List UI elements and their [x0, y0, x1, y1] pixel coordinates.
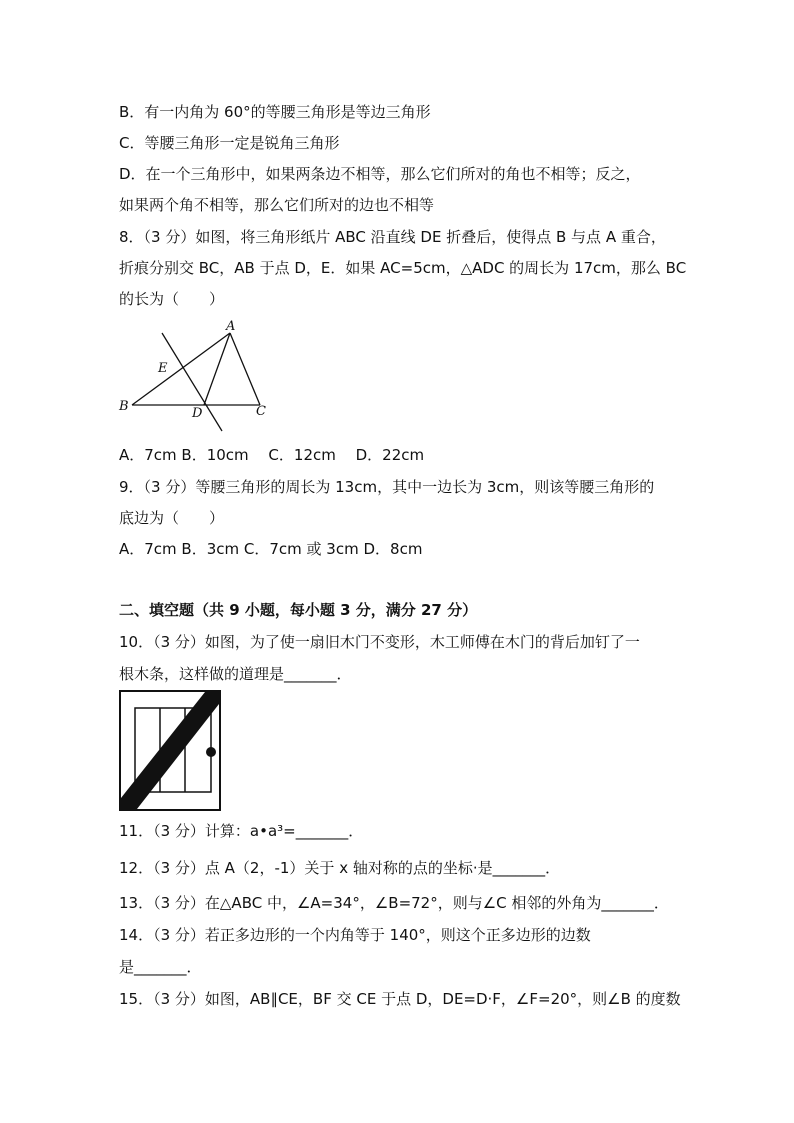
- question-13: 13．（3 分）在△ABC 中，∠A=34°，∠B=72°，则与∠C 相邻的外角为_______．: [119, 894, 669, 912]
- question-9-choices: A．7cm B．3cm C．7cm 或 3cm D．8cm: [119, 540, 423, 558]
- triangle-fold-figure: [118, 318, 268, 433]
- segment-ac: [230, 333, 260, 405]
- question-14-line-1: 14．（3 分）若正多边形的一个内角等于 140°，则这个正多边形的边数: [119, 926, 591, 944]
- question-8-choices: A．7cm B．10cm C．12cm D．22cm: [119, 446, 425, 464]
- question-15-line-1: 15．（3 分）如图，AB∥CE，BF 交 CE 于点 D，DE=D·F，∠F=20°，则∠B 的度数: [119, 990, 681, 1008]
- line-option-c: C．等腰三角形一定是锐角三角形: [119, 134, 340, 152]
- line-option-d-cont: 如果两个角不相等，那么它们所对的边也不相等: [119, 196, 435, 214]
- line-option-d: D．在一个三角形中，如果两条边不相等，那么它们所对的角也不相等；反之，: [119, 165, 641, 183]
- label-e: E: [158, 361, 168, 376]
- question-9-line-1: 9．（3 分）等腰三角形的周长为 13cm，其中一边长为 3cm，则该等腰三角形的: [119, 478, 655, 496]
- question-9-line-2: 底边为（ ）: [119, 509, 225, 527]
- door-knob: [206, 747, 216, 757]
- question-10-line-2: 根木条，这样做的道理是_______．: [119, 665, 352, 683]
- question-14-line-2: 是_______．: [119, 958, 202, 976]
- question-12: 12．（3 分）点 A（2，-1）关于 x 轴对称的点的坐标·是_______．: [119, 859, 561, 877]
- question-8-line-1: 8．（3 分）如图，将三角形纸片 ABC 沿直线 DE 折叠后，使得点 B 与点 A 重合，: [119, 228, 666, 246]
- line-option-b: B．有一内角为 60°的等腰三角形是等边三角形: [119, 103, 431, 121]
- question-8-line-2: 折痕分别交 BC，AB 于点 D，E．如果 AC=5cm，△ADC 的周长为 17cm，那么 BC: [119, 259, 687, 277]
- question-11: 11．（3 分）计算：a•a³=_______．: [119, 822, 364, 840]
- segment-ba: [132, 333, 230, 405]
- label-d: D: [192, 406, 203, 421]
- door-figure: [119, 690, 221, 812]
- question-8-line-3: 的长为（ ）: [119, 290, 225, 308]
- question-10-line-1: 10．（3 分）如图，为了使一扇旧木门不变形，木工师傅在木门的背后加钉了一: [119, 633, 640, 651]
- label-b: B: [119, 399, 129, 414]
- label-c: C: [256, 404, 266, 419]
- segment-ad: [204, 333, 230, 405]
- section-heading: 二、填空题（共 9 小题，每小题 3 分，满分 27 分）: [119, 601, 478, 619]
- label-a: A: [226, 319, 236, 334]
